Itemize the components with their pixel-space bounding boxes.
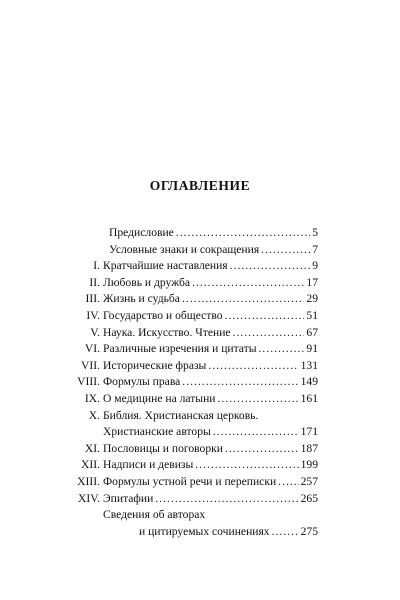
- toc-dot-leader: [192, 275, 304, 292]
- toc-dot-leader: [272, 524, 299, 541]
- toc-entry-leader-group: [103, 408, 318, 425]
- toc-entry-label: Любовь и дружба: [103, 275, 191, 289]
- toc-entry-label: Христианские авторы: [103, 425, 211, 439]
- toc-entry: [76, 291, 318, 308]
- toc-entry-page-number: 275: [300, 524, 318, 538]
- toc-dot-leader: [233, 325, 305, 342]
- toc-entry-number: X.: [88, 408, 100, 422]
- toc-dot-leader: [195, 457, 298, 474]
- toc-entry-label: Жизнь и судьба: [103, 292, 180, 306]
- toc-entry-label: Эпитафии: [103, 491, 154, 505]
- toc-entry: [76, 325, 318, 342]
- toc-entry-page-number: 29: [306, 292, 318, 306]
- toc-entry-number: VII.: [81, 358, 100, 372]
- toc-entry-label: Различные изречения и цитаты: [103, 342, 257, 356]
- toc-dot-leader: [213, 424, 299, 441]
- toc-entry-number: VI.: [84, 342, 100, 356]
- toc-dot-leader: [218, 391, 299, 408]
- toc-entry-leader-group: [103, 441, 318, 458]
- toc-entry-page-number: 17: [306, 275, 318, 289]
- toc-entry-label: Надписи и девизы: [103, 458, 194, 472]
- toc-dot-leader: [182, 291, 304, 308]
- toc-entry-leader-group: [103, 524, 318, 541]
- toc-dot-leader: [182, 374, 298, 391]
- toc-entry-page-number: 5: [312, 226, 318, 239]
- toc-entry-number: I.: [93, 259, 100, 273]
- toc-entry-number: II.: [89, 275, 100, 289]
- toc-dot-leader: [155, 491, 298, 508]
- toc-entry-number: VIII.: [77, 375, 100, 389]
- toc-entry-leader-group: [103, 507, 318, 524]
- toc-dot-leader: [225, 308, 305, 325]
- toc-dot-leader: [259, 341, 305, 358]
- toc-entry-label: и цитируемых сочинениях: [139, 524, 270, 538]
- toc-entry-number: XIV.: [77, 491, 100, 505]
- toc-entry-number: XI.: [84, 441, 100, 455]
- toc-entry-page-number: 171: [300, 425, 318, 439]
- toc-entry-page-number: 9: [312, 259, 318, 273]
- toc-entry-label: Наука. Искусство. Чтение: [103, 325, 231, 339]
- toc-entry-page-number: 67: [306, 325, 318, 339]
- toc-entry: [76, 474, 318, 491]
- toc-entry-label: Кратчайшие наставления: [103, 259, 228, 273]
- toc-list: [76, 225, 318, 540]
- toc-entry-label: Сведения об авторах: [103, 508, 206, 522]
- toc-entry-label: Условные знаки и сокращения: [109, 242, 260, 256]
- toc-entry: [76, 491, 318, 508]
- toc-entry-page-number: 187: [300, 441, 318, 455]
- toc-entry-number: IV.: [86, 308, 100, 322]
- toc-entry-label: О медицине на латыни: [103, 391, 216, 405]
- toc-entry: [76, 308, 318, 325]
- toc-dot-leader: [225, 441, 299, 458]
- toc-entry-leader-group: [103, 424, 318, 441]
- toc-entry-page-number: 91: [306, 342, 318, 356]
- toc-entry: [76, 441, 318, 458]
- toc-entry: [76, 242, 318, 259]
- toc-entry-leader-group: [103, 374, 318, 391]
- toc-entry: [76, 391, 318, 408]
- toc-entry-label: Формулы права: [103, 375, 181, 389]
- toc-dot-leader: [278, 474, 298, 491]
- toc-entry-label: Формулы устной речи и переписки: [103, 474, 277, 488]
- toc-dot-leader: [230, 258, 311, 275]
- toc-entry: [76, 457, 318, 474]
- toc-entry-leader-group: [103, 308, 318, 325]
- toc-entry-leader-group: [103, 258, 318, 275]
- toc-entry-leader-group: [103, 242, 318, 259]
- toc-entry: [76, 358, 318, 375]
- toc-entry: [76, 408, 318, 425]
- toc-entry-number: XIII.: [77, 474, 100, 488]
- toc-entry-page-number: 265: [300, 491, 318, 505]
- toc-entry-leader-group: [103, 457, 318, 474]
- toc-entry-page-number: 51: [306, 308, 318, 322]
- toc-entry: [76, 341, 318, 358]
- toc-entry-number: IX.: [84, 391, 100, 405]
- toc-entry: [76, 258, 318, 275]
- toc-dot-leader: [208, 358, 298, 375]
- toc-entry-leader-group: [103, 325, 318, 342]
- toc-entry-page-number: 131: [300, 358, 318, 372]
- toc-entry-leader-group: [103, 358, 318, 375]
- toc-entry-page-number: 161: [300, 391, 318, 405]
- toc-dot-leader: [176, 225, 310, 242]
- toc-entry: [76, 225, 318, 242]
- toc-entry: [76, 507, 318, 524]
- toc-entry-number: V.: [90, 325, 100, 339]
- toc-entry-leader-group: [103, 491, 318, 508]
- toc-entry-label: Библия. Христианская церковь.: [103, 408, 259, 422]
- toc-entry-page-number: 7: [312, 242, 318, 256]
- toc-entry-leader-group: [103, 391, 318, 408]
- toc-entry-label: Исторические фразы: [103, 358, 207, 372]
- toc-entry-leader-group: [103, 275, 318, 292]
- toc-entry: [76, 275, 318, 292]
- toc-entry: [76, 524, 318, 541]
- toc-entry-number: III.: [85, 292, 100, 306]
- toc-entry: [76, 424, 318, 441]
- toc-entry-leader-group: [103, 341, 318, 358]
- toc-dot-leader: [261, 242, 310, 259]
- toc-entry-label: Предисловие: [109, 226, 174, 239]
- toc-entry-number: XII.: [81, 458, 100, 472]
- toc-entry-page-number: 257: [300, 474, 318, 488]
- toc-entry-label: Государство и общество: [103, 308, 223, 322]
- toc-entry-leader-group: [103, 225, 318, 242]
- toc-entry-leader-group: [103, 291, 318, 308]
- toc-entry-label: Пословицы и поговорки: [103, 441, 223, 455]
- toc-entry-leader-group: [103, 474, 318, 491]
- toc-entry-page-number: 199: [300, 458, 318, 472]
- toc-heading: ОГЛАВЛЕНИЕ: [149, 178, 251, 193]
- toc-entry-page-number: 149: [300, 375, 318, 389]
- toc-entry: [76, 374, 318, 391]
